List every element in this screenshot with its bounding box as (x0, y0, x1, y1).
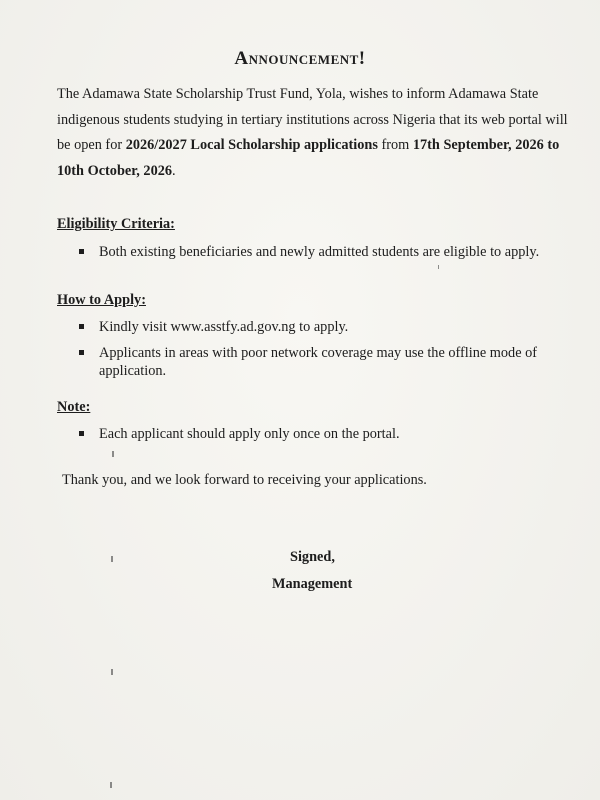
scan-speck (111, 669, 113, 675)
list-item (75, 318, 580, 336)
eligibility-list (75, 243, 580, 269)
closing-text: Thank you, and we look forward to receiving your applications. (62, 472, 427, 488)
bullet-text: Kindly visit www.asstfy.ad.gov.ng to apply. (99, 319, 349, 335)
bullet-text: Applicants in areas with poor network coverage may use the offline mode of application. (99, 345, 538, 379)
scan-speck (438, 265, 439, 269)
intro-text-part: from (377, 137, 413, 154)
list-item (75, 344, 580, 380)
scan-speck (111, 556, 113, 562)
scan-speck (112, 451, 114, 457)
note-heading: Note: (57, 399, 91, 415)
intro-paragraph (57, 82, 577, 184)
how-to-apply-heading: How to Apply: (57, 292, 146, 308)
announcement-title: Announcement! (234, 48, 366, 69)
intro-text-part: . (172, 162, 176, 179)
list-item (75, 243, 580, 261)
bullet-square-icon (79, 431, 84, 436)
eligibility-heading: Eligibility Criteria: (57, 216, 175, 232)
signed-label: Signed, (290, 549, 335, 565)
list-item (75, 425, 580, 443)
note-list (75, 425, 580, 451)
intro-bold-scholarship: 2026/2027 Local Scholarship applications (125, 137, 378, 154)
bullet-square-icon (79, 249, 84, 254)
signatory-name: Management (272, 576, 353, 592)
intro-text-part: The Adamawa State Scholarship Trust Fund, Yola, wishes to inform Adamawa State indigenous students studying in tertiary institutions across Nigeria that its web portal will be open for (57, 86, 568, 154)
bullet-square-icon (79, 350, 84, 355)
bullet-text: Both existing beneficiaries and newly admitted students are eligible to apply. (99, 244, 540, 260)
how-to-apply-list (75, 318, 580, 388)
bullet-text: Each applicant should apply only once on the portal. (99, 426, 400, 442)
intro-bold-dates: 17th September, 2026 to 10th October, 2026 (57, 137, 560, 179)
scan-speck (110, 782, 112, 788)
bullet-square-icon (79, 324, 84, 329)
